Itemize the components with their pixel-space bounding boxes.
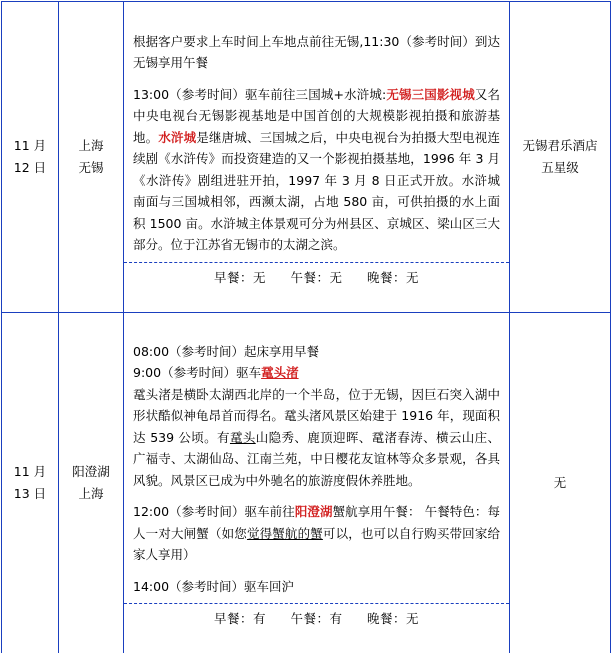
text-run: 根据客户要求上车时间上车地点前往无锡,11:30（参考时间）到达无锡享用午餐 [133, 33, 500, 70]
row-hotel-cell [510, 313, 611, 653]
highlight-text: 水浒城 [158, 129, 197, 145]
itinerary-table [1, 1, 611, 653]
meals-row [124, 603, 509, 632]
date-line: 11 月 [13, 138, 47, 154]
row-city-cell [59, 2, 124, 313]
date-line: 12 日 [13, 160, 47, 175]
table-row [2, 313, 611, 653]
date-line: 11 月 [13, 464, 47, 480]
text-run: 08:00（参考时间）起床享用早餐 [133, 343, 320, 359]
hotel-name: 无锡君乐酒店 [522, 138, 598, 154]
itinerary-paragraph [133, 84, 500, 256]
highlight-text: 阳澄湖 [294, 504, 333, 520]
meal-dinner: 晚餐：无 [366, 269, 419, 285]
row-city-cell [59, 313, 124, 653]
text-run: 12:00（参考时间）驱车前往 [133, 504, 295, 520]
text-run: 山隐秀、鹿顶迎晖、鼋渚春涛、横云山庄、广福寺、太湖仙岛、江南兰苑，中日樱花友谊林等众多景观，各具风貌。风景区已成为中外驰名的旅游度假休养胜地。 [133, 429, 500, 488]
itinerary-paragraph [133, 362, 500, 384]
city-line: 上海 [78, 138, 104, 154]
meal-breakfast: 早餐：有 [213, 611, 266, 627]
text-run: 14:00（参考时间）驱车回沪 [133, 578, 295, 594]
row-hotel-cell [510, 2, 611, 313]
itinerary-text-block [124, 334, 509, 604]
meals-row [124, 262, 509, 291]
itinerary-paragraph [133, 31, 500, 74]
meal-breakfast: 早餐：无 [213, 269, 266, 285]
itinerary-text-block [124, 24, 509, 262]
text-run: 鼋头渚是横卧太湖西北岸的一个半岛，位于无锡，因巨石突入湖中形状酷似神龟昂首而得名。鼋头渚风景区始建于 1916 年，现面积达 539 公顷。有 [133, 386, 500, 445]
hotel-name: 无 [553, 475, 567, 491]
row-itinerary-cell [124, 2, 510, 313]
itinerary-paragraph [133, 341, 500, 363]
text-run: 是继唐城、三国城之后，中央电视台为拍摄大型电视连续剧《水浒传》而投资建造的又一个影视拍摄基地，1996 年 3 月《水浒传》剧组进驻开拍，1997 年 3 月 8 日正式开放。水浒城南面与三国城相邻，西濒太湖，占地 580 亩，可供拍摄的水上面积 1500 亩。水浒城主体景观可分为州县区、京城区、梁山区三大部分。位于江苏省无锡市的太湖之滨。 [133, 129, 500, 252]
text-run: 可以，也可以自行购买带回家给家人享用） [133, 525, 500, 563]
hotel-rating: 五星级 [541, 160, 579, 175]
itinerary-paragraph [133, 384, 500, 492]
meal-lunch: 午餐：有 [290, 611, 343, 627]
city-line: 无锡 [78, 160, 104, 175]
date-line: 13 日 [13, 486, 47, 501]
text-run: 蟹航享用午餐： 午餐特色：每人一对大闸蟹（如您 [133, 504, 500, 541]
row-date-cell [2, 2, 59, 313]
highlight-text: 鼋头渚 [261, 365, 299, 381]
highlight-text: 无锡三国影视城 [386, 86, 475, 102]
city-line: 上海 [78, 486, 104, 501]
row-itinerary-cell [124, 313, 510, 653]
city-line: 阳澄湖 [72, 464, 110, 480]
meal-lunch: 午餐：无 [290, 269, 343, 285]
text-run: 鼋头 [229, 429, 256, 445]
meal-dinner: 晚餐：无 [366, 611, 419, 627]
text-run: 13:00（参考时间）驱车前往三国城+水浒城: [133, 86, 387, 102]
text-run: 9:00（参考时间）驱车 [133, 365, 262, 381]
row-date-cell [2, 313, 59, 653]
text-run: 觉得蟹航的蟹 [246, 525, 323, 541]
text-run: 又名中央电视台无锡影视基地是中国首创的大规模影视拍摄和旅游基地。 [133, 86, 500, 145]
itinerary-paragraph [133, 576, 500, 598]
itinerary-paragraph [133, 501, 500, 566]
table-row [2, 2, 611, 313]
